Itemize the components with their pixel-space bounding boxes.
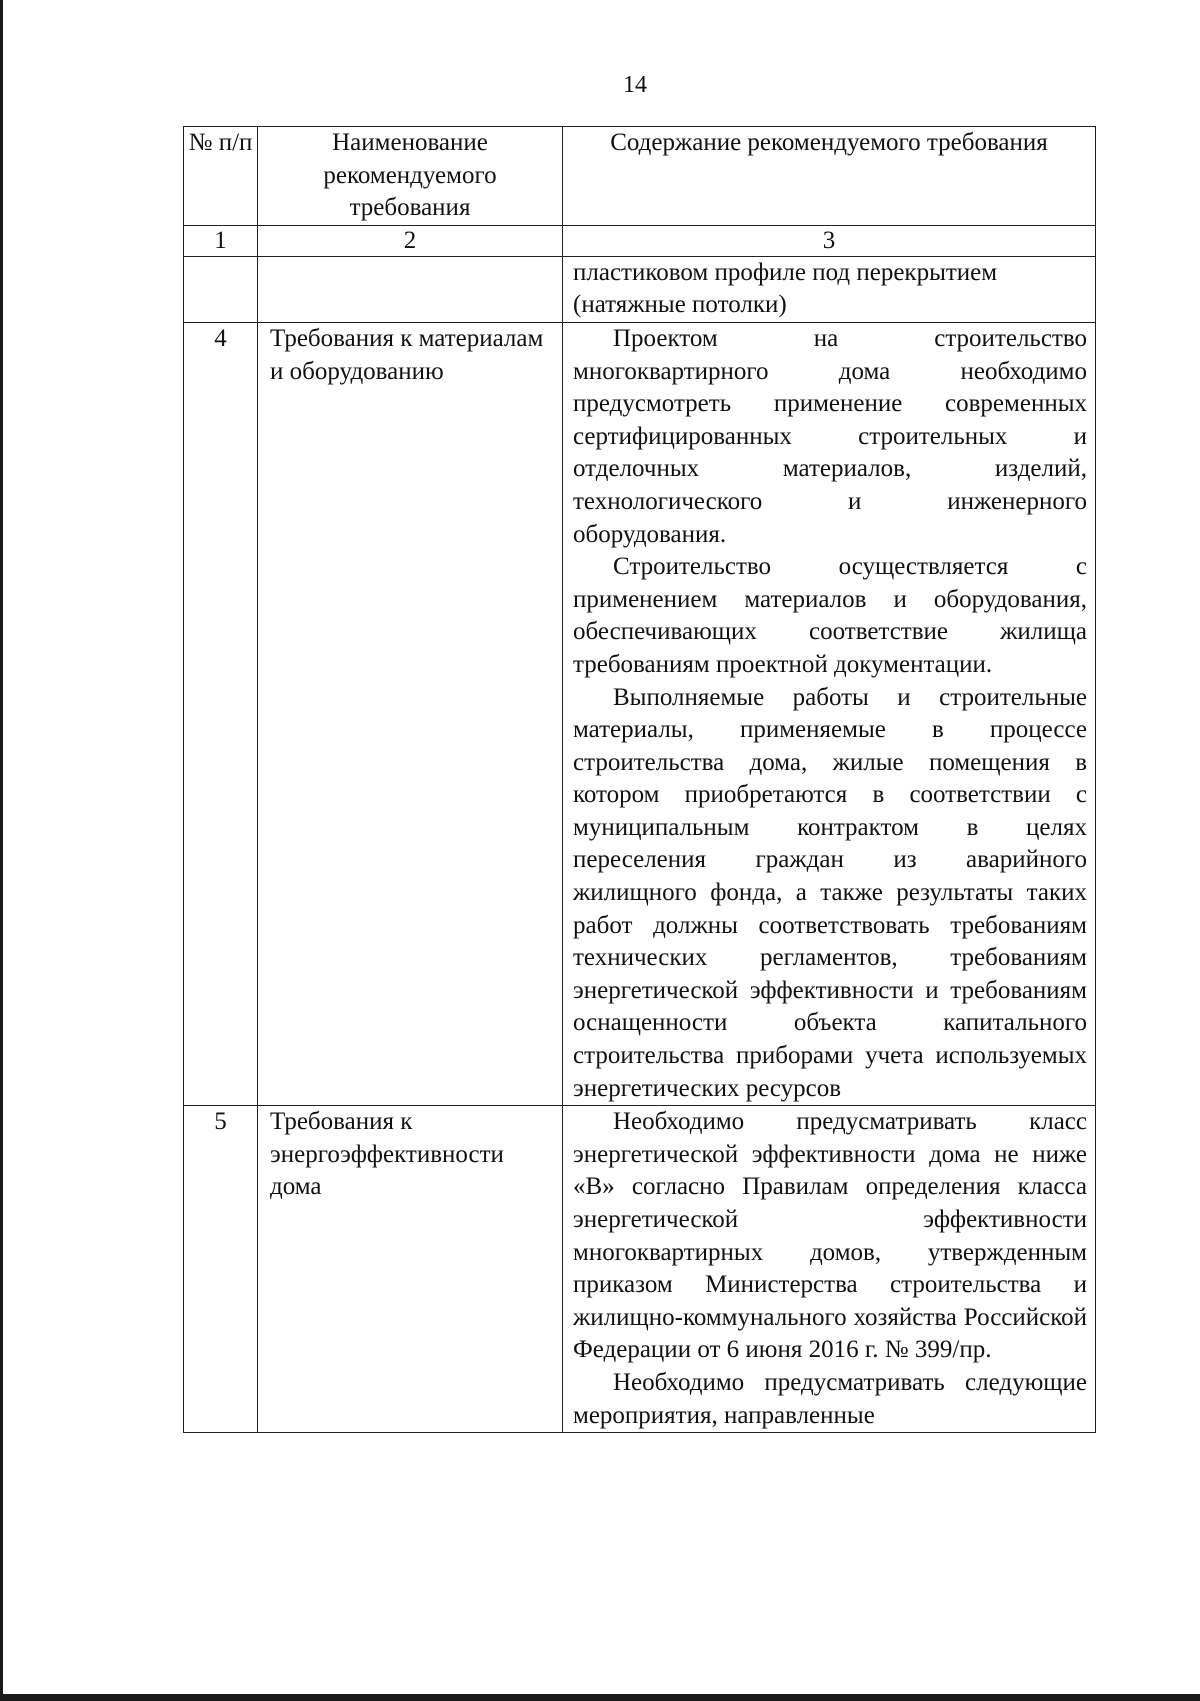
page-number: 14: [623, 72, 647, 98]
row-name: Требования к материалам и оборудованию: [258, 322, 563, 1105]
table-row: [184, 322, 1096, 1105]
table-row: [184, 1106, 1096, 1433]
row-name: Требования к энергоэффективности дома: [258, 1106, 563, 1433]
row-paragraph: Необходимо предусматривать класс энергетической эффективности дома не ниже «В» согласно Правилам определения класса энергетической эффективности многоквартирных домов, утвержденным приказом Министерства строительства и жилищно-коммунального хозяйства Российской Федерации от 6 июня 2016 г. № 399/пр.: [573, 1108, 1087, 1364]
table-row-continuation: [184, 256, 1096, 322]
scan-left-edge: [0, 0, 3, 1701]
table-header-row: [184, 127, 1096, 226]
row-paragraph: Необходимо предусматривать следующие мероприятия, направленные: [573, 1368, 1087, 1429]
row-paragraph: Проектом на строительство многоквартирного дома необходимо предусмотреть применение современных сертифицированных строительных и отделочных материалов, изделий, технологического и инженерного оборудования.: [573, 324, 1087, 548]
row-content: [563, 322, 1096, 1105]
header-num: № п/п: [184, 127, 258, 226]
row-paragraph: Выполняемые работы и строительные материалы, применяемые в процессе строительства дома, жилые помещения в котором приобретаются в соответствии с муниципальным контрактом в целях переселения граждан из аварийного жилищного фонда, а также результаты таких работ должны соответствовать требованиям технических регламентов, требованиям энергетической эффективности и требованиям оснащенности объекта капитального строительства приборами учета используемых энергетических ресурсов: [573, 683, 1087, 1102]
continuation-name: [258, 256, 563, 322]
continuation-text: пластиковом профиле под перекрытием (натяжные потолки): [573, 258, 998, 319]
index-col-3: 3: [563, 225, 1096, 256]
row-content: [563, 1106, 1096, 1433]
header-name: Наименование рекомендуемого требования: [258, 127, 563, 226]
continuation-num: [184, 256, 258, 322]
row-num: 4: [184, 322, 258, 1105]
scan-bottom-edge: [0, 1694, 1200, 1701]
row-num: 5: [184, 1106, 258, 1433]
index-col-2: 2: [258, 225, 563, 256]
continuation-content: [563, 256, 1096, 322]
header-content: Содержание рекомендуемого требования: [563, 127, 1096, 226]
table-index-row: [184, 225, 1096, 256]
row-paragraph: Строительство осуществляется с применением материалов и оборудования, обеспечивающих соответствие жилища требованиям проектной документации.: [573, 553, 1087, 678]
requirements-table: [183, 126, 1096, 1433]
index-col-1: 1: [184, 225, 258, 256]
